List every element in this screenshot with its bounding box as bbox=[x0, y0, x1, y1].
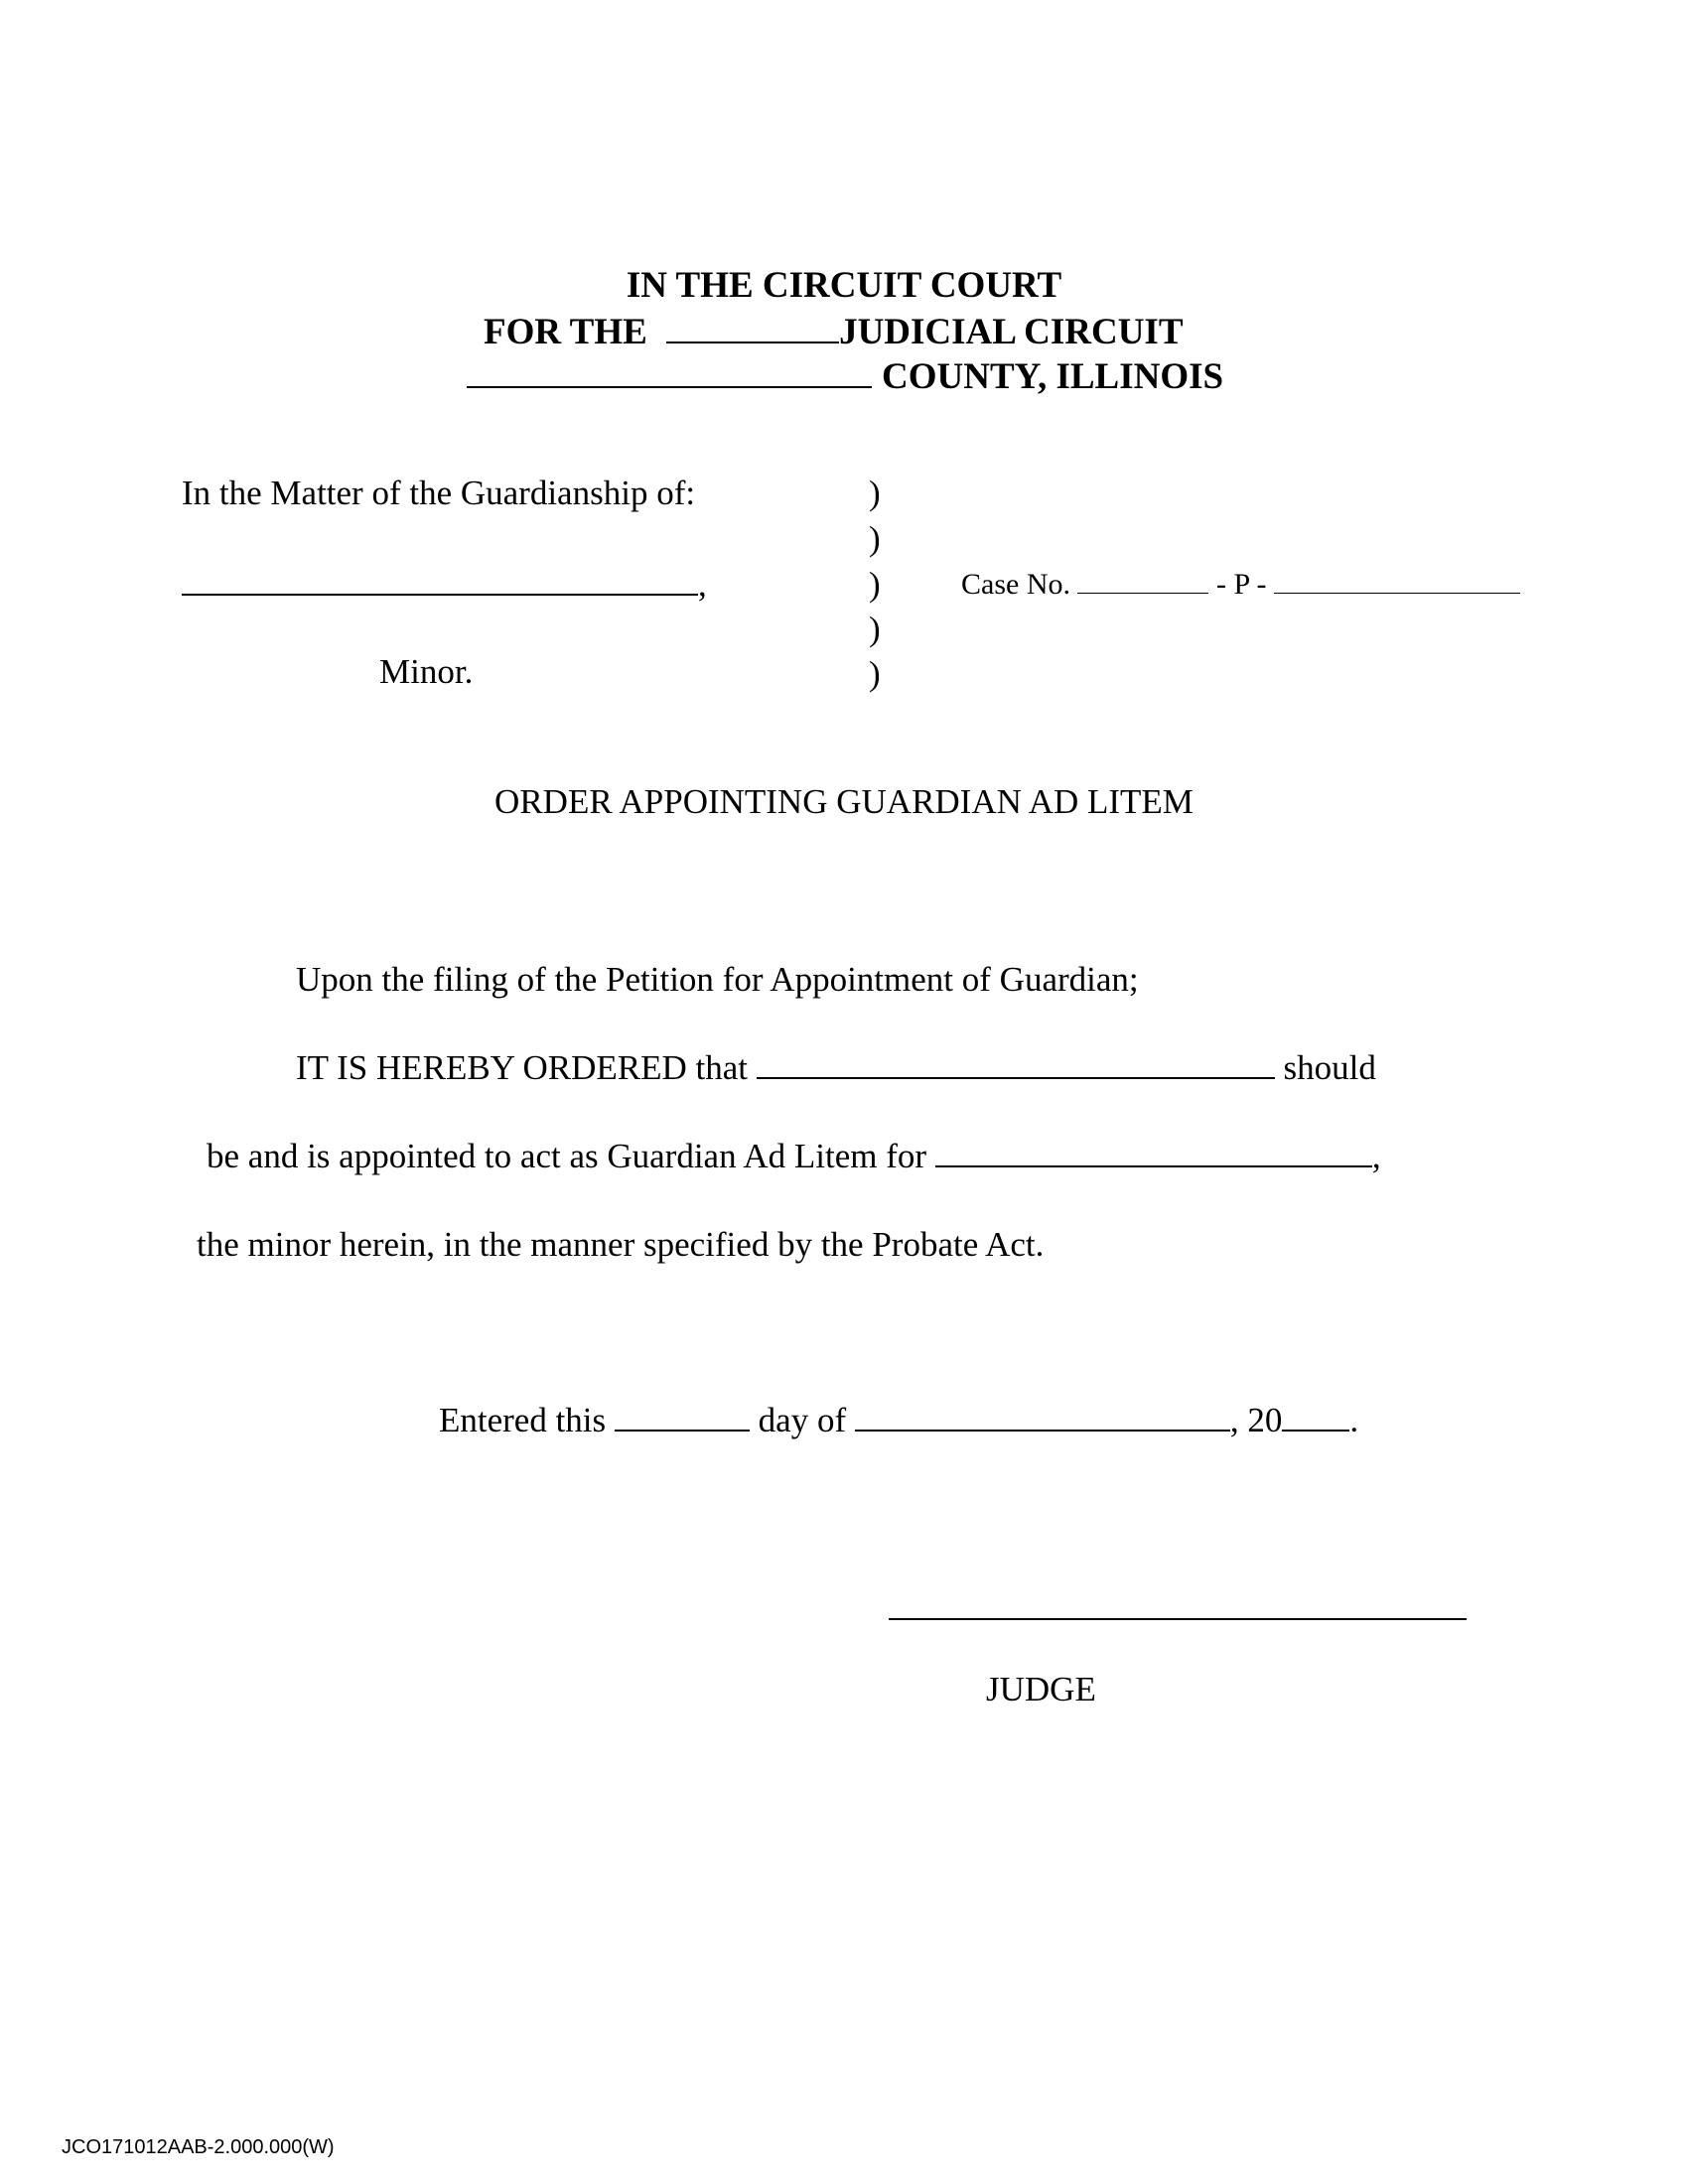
entered-year-blank[interactable] bbox=[1282, 1430, 1349, 1432]
ordered-prefix: IT IS HEREBY ORDERED that bbox=[296, 1048, 748, 1087]
body-paragraph-4: the minor herein, in the manner specified by the Probate Act. bbox=[197, 1225, 1045, 1264]
header-for-the: FOR THE bbox=[484, 312, 647, 352]
minor-label: Minor. bbox=[379, 652, 474, 691]
entered-prefix: Entered this bbox=[439, 1401, 607, 1439]
case-year-blank[interactable] bbox=[1077, 593, 1208, 594]
body-paragraph-3 bbox=[207, 1136, 1381, 1177]
caption-paren: ) bbox=[869, 474, 881, 512]
court-header-line3 bbox=[467, 352, 1223, 399]
header-judicial-circuit: JUDICIAL CIRCUIT bbox=[839, 312, 1184, 352]
minor-name-body-blank[interactable] bbox=[935, 1165, 1372, 1167]
entered-year-prefix: , 20 bbox=[1229, 1401, 1283, 1439]
case-number-blank[interactable] bbox=[1274, 593, 1520, 594]
entered-date-line bbox=[439, 1400, 1358, 1441]
case-number bbox=[961, 564, 1520, 606]
court-header-line2 bbox=[484, 308, 1184, 354]
county-blank[interactable] bbox=[467, 352, 872, 388]
entered-end: . bbox=[1349, 1401, 1359, 1439]
judge-signature-line[interactable] bbox=[889, 1618, 1467, 1620]
ordered-suffix: should bbox=[1283, 1048, 1376, 1087]
caption-paren: ) bbox=[869, 610, 881, 648]
minor-name-line bbox=[182, 564, 707, 606]
appointed-comma: , bbox=[1371, 1137, 1381, 1175]
document-title: ORDER APPOINTING GUARDIAN AD LITEM bbox=[494, 782, 1194, 821]
caption-paren: ) bbox=[869, 654, 881, 693]
judicial-circuit-blank[interactable] bbox=[666, 308, 839, 343]
judge-label: JUDGE bbox=[986, 1670, 1096, 1708]
header-county-illinois: COUNTY, ILLINOIS bbox=[882, 356, 1224, 397]
court-header-line1: IN THE CIRCUIT COURT bbox=[626, 265, 1062, 306]
case-no-separator: - P - bbox=[1215, 568, 1267, 601]
entered-day-of: day of bbox=[758, 1401, 847, 1439]
body-paragraph-2 bbox=[296, 1047, 1376, 1089]
entered-month-blank[interactable] bbox=[855, 1430, 1230, 1432]
body-paragraph-1: Upon the filing of the Petition for Appointment of Guardian; bbox=[296, 960, 1139, 999]
appointed-prefix: be and is appointed to act as Guardian Ad Litem for bbox=[207, 1137, 927, 1175]
form-code: JCO171012AAB-2.000.000(W) bbox=[62, 2136, 335, 2158]
case-no-label: Case No. bbox=[961, 568, 1070, 601]
minor-name-comma: , bbox=[698, 565, 707, 604]
caption-paren: ) bbox=[869, 519, 881, 558]
caption-paren: ) bbox=[869, 565, 881, 604]
matter-label: In the Matter of the Guardianship of: bbox=[182, 474, 696, 512]
minor-name-blank[interactable] bbox=[182, 594, 698, 596]
guardian-ad-litem-name-blank[interactable] bbox=[757, 1077, 1275, 1079]
entered-day-blank[interactable] bbox=[615, 1430, 750, 1432]
